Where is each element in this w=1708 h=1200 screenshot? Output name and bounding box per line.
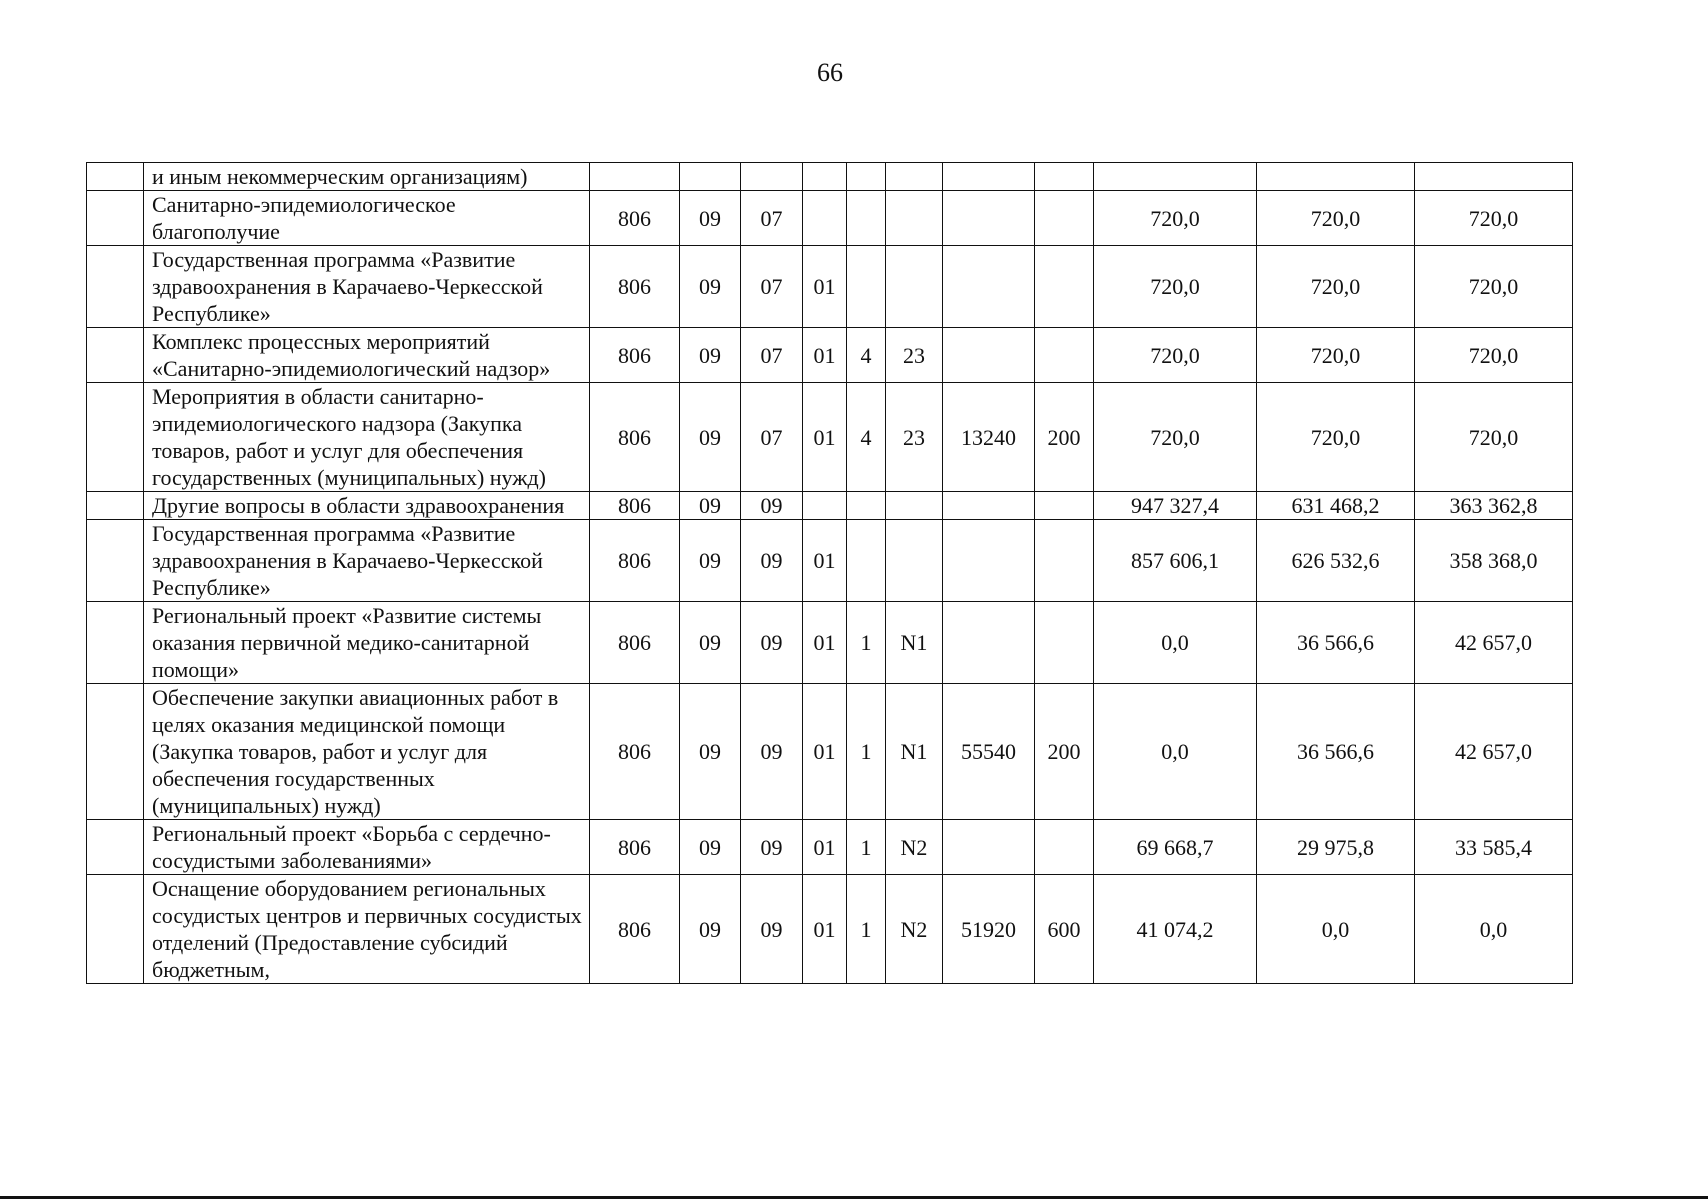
- amount-year3-cell: 720,0: [1415, 383, 1573, 492]
- amount-year3-cell: 0,0: [1415, 875, 1573, 984]
- amount-year1-cell: [1094, 163, 1257, 191]
- amount-year2-cell: 720,0: [1257, 246, 1415, 328]
- subprogram-code-cell: 1: [847, 684, 886, 820]
- direction-code-cell: [943, 602, 1035, 684]
- subprogram-code-cell: 4: [847, 328, 886, 383]
- amount-year1-cell: 0,0: [1094, 684, 1257, 820]
- ministry-code-cell: 806: [590, 820, 680, 875]
- section-code-cell: 09: [680, 492, 741, 520]
- page-number: 66: [817, 58, 843, 87]
- table-row: [87, 684, 1573, 820]
- expense-type-cell: 200: [1035, 684, 1094, 820]
- amount-year2-cell: 626 532,6: [1257, 520, 1415, 602]
- section-code-cell: 09: [680, 820, 741, 875]
- row-number-cell: [87, 191, 144, 246]
- ministry-code-cell: 806: [590, 328, 680, 383]
- expense-type-cell: 600: [1035, 875, 1094, 984]
- amount-year2-cell: 631 468,2: [1257, 492, 1415, 520]
- item-name-cell: Другие вопросы в области здравоохранения: [144, 492, 590, 520]
- amount-year1-cell: 857 606,1: [1094, 520, 1257, 602]
- amount-year3-cell: 720,0: [1415, 246, 1573, 328]
- table-row: [87, 492, 1573, 520]
- direction-code-cell: [943, 328, 1035, 383]
- row-number-cell: [87, 875, 144, 984]
- direction-code-cell: [943, 820, 1035, 875]
- program-code-cell: [803, 163, 847, 191]
- section-code-cell: 09: [680, 328, 741, 383]
- direction-code-cell: 51920: [943, 875, 1035, 984]
- amount-year1-cell: 41 074,2: [1094, 875, 1257, 984]
- table-row: [87, 328, 1573, 383]
- subsection-code-cell: 09: [741, 684, 803, 820]
- amount-year3-cell: [1415, 163, 1573, 191]
- direction-code-cell: [943, 163, 1035, 191]
- amount-year1-cell: 720,0: [1094, 191, 1257, 246]
- table-row: [87, 602, 1573, 684]
- section-code-cell: 09: [680, 602, 741, 684]
- direction-code-cell: 13240: [943, 383, 1035, 492]
- page-bottom-rule: [0, 1196, 1708, 1199]
- program-code-cell: 01: [803, 875, 847, 984]
- amount-year1-cell: 947 327,4: [1094, 492, 1257, 520]
- program-code-cell: 01: [803, 820, 847, 875]
- group-code-cell: N2: [886, 820, 943, 875]
- program-code-cell: 01: [803, 602, 847, 684]
- subprogram-code-cell: 1: [847, 875, 886, 984]
- program-code-cell: [803, 492, 847, 520]
- item-name-cell: Оснащение оборудованием региональных сосудистых центров и первичных сосудистых отделений (Предоставление субсидий бюджетным,: [144, 875, 590, 984]
- budget-table: [86, 162, 1573, 984]
- row-number-cell: [87, 246, 144, 328]
- amount-year3-cell: 720,0: [1415, 328, 1573, 383]
- direction-code-cell: [943, 492, 1035, 520]
- amount-year1-cell: 720,0: [1094, 328, 1257, 383]
- ministry-code-cell: [590, 163, 680, 191]
- group-code-cell: [886, 163, 943, 191]
- ministry-code-cell: 806: [590, 684, 680, 820]
- amount-year3-cell: 42 657,0: [1415, 684, 1573, 820]
- item-name-cell: Комплекс процессных мероприятий «Санитарно-эпидемиологический надзор»: [144, 328, 590, 383]
- subsection-code-cell: 09: [741, 492, 803, 520]
- item-name-cell: и иным некоммерческим организациям): [144, 163, 590, 191]
- amount-year2-cell: 720,0: [1257, 191, 1415, 246]
- row-number-cell: [87, 820, 144, 875]
- row-number-cell: [87, 520, 144, 602]
- subprogram-code-cell: [847, 246, 886, 328]
- group-code-cell: 23: [886, 328, 943, 383]
- subprogram-code-cell: [847, 520, 886, 602]
- subsection-code-cell: 07: [741, 328, 803, 383]
- section-code-cell: [680, 163, 741, 191]
- program-code-cell: [803, 191, 847, 246]
- table-row: [87, 383, 1573, 492]
- subprogram-code-cell: 4: [847, 383, 886, 492]
- item-name-cell: Региональный проект «Развитие системы оказания первичной медико-санитарной помощи»: [144, 602, 590, 684]
- expense-type-cell: [1035, 820, 1094, 875]
- amount-year2-cell: 720,0: [1257, 328, 1415, 383]
- ministry-code-cell: 806: [590, 875, 680, 984]
- subsection-code-cell: 07: [741, 246, 803, 328]
- subsection-code-cell: 09: [741, 875, 803, 984]
- amount-year2-cell: [1257, 163, 1415, 191]
- subprogram-code-cell: 1: [847, 820, 886, 875]
- group-code-cell: [886, 520, 943, 602]
- group-code-cell: [886, 246, 943, 328]
- amount-year2-cell: 36 566,6: [1257, 602, 1415, 684]
- subsection-code-cell: 09: [741, 602, 803, 684]
- program-code-cell: 01: [803, 383, 847, 492]
- expense-type-cell: 200: [1035, 383, 1094, 492]
- amount-year2-cell: 36 566,6: [1257, 684, 1415, 820]
- ministry-code-cell: 806: [590, 602, 680, 684]
- amount-year2-cell: 720,0: [1257, 383, 1415, 492]
- subsection-code-cell: 09: [741, 520, 803, 602]
- amount-year1-cell: 720,0: [1094, 246, 1257, 328]
- program-code-cell: 01: [803, 520, 847, 602]
- item-name-cell: Региональный проект «Борьба с сердечно-сосудистыми заболеваниями»: [144, 820, 590, 875]
- subsection-code-cell: 07: [741, 383, 803, 492]
- section-code-cell: 09: [680, 246, 741, 328]
- ministry-code-cell: 806: [590, 191, 680, 246]
- table-row: [87, 875, 1573, 984]
- table-row: [87, 820, 1573, 875]
- row-number-cell: [87, 492, 144, 520]
- expense-type-cell: [1035, 520, 1094, 602]
- section-code-cell: 09: [680, 684, 741, 820]
- row-number-cell: [87, 684, 144, 820]
- table-row: [87, 163, 1573, 191]
- amount-year3-cell: 33 585,4: [1415, 820, 1573, 875]
- item-name-cell: Государственная программа «Развитие здравоохранения в Карачаево-Черкесской Республике»: [144, 520, 590, 602]
- amount-year3-cell: 358 368,0: [1415, 520, 1573, 602]
- group-code-cell: N1: [886, 602, 943, 684]
- table-body: [87, 163, 1573, 984]
- expense-type-cell: [1035, 492, 1094, 520]
- amount-year2-cell: 0,0: [1257, 875, 1415, 984]
- row-number-cell: [87, 383, 144, 492]
- subprogram-code-cell: 1: [847, 602, 886, 684]
- subsection-code-cell: 07: [741, 191, 803, 246]
- table-row: [87, 191, 1573, 246]
- subprogram-code-cell: [847, 191, 886, 246]
- program-code-cell: 01: [803, 684, 847, 820]
- table-row: [87, 246, 1573, 328]
- group-code-cell: N2: [886, 875, 943, 984]
- amount-year1-cell: 720,0: [1094, 383, 1257, 492]
- amount-year1-cell: 69 668,7: [1094, 820, 1257, 875]
- amount-year3-cell: 363 362,8: [1415, 492, 1573, 520]
- direction-code-cell: [943, 246, 1035, 328]
- expense-type-cell: [1035, 191, 1094, 246]
- expense-type-cell: [1035, 602, 1094, 684]
- item-name-cell: Обеспечение закупки авиационных работ в целях оказания медицинской помощи (Закупка товаров, работ и услуг для обеспечения государственных (муниципальных) нужд): [144, 684, 590, 820]
- ministry-code-cell: 806: [590, 520, 680, 602]
- section-code-cell: 09: [680, 520, 741, 602]
- amount-year1-cell: 0,0: [1094, 602, 1257, 684]
- ministry-code-cell: 806: [590, 383, 680, 492]
- group-code-cell: N1: [886, 684, 943, 820]
- group-code-cell: [886, 492, 943, 520]
- group-code-cell: 23: [886, 383, 943, 492]
- ministry-code-cell: 806: [590, 492, 680, 520]
- direction-code-cell: [943, 191, 1035, 246]
- expense-type-cell: [1035, 163, 1094, 191]
- direction-code-cell: 55540: [943, 684, 1035, 820]
- item-name-cell: Санитарно-эпидемиологическое благополучие: [144, 191, 590, 246]
- subprogram-code-cell: [847, 163, 886, 191]
- row-number-cell: [87, 163, 144, 191]
- ministry-code-cell: 806: [590, 246, 680, 328]
- amount-year2-cell: 29 975,8: [1257, 820, 1415, 875]
- program-code-cell: 01: [803, 246, 847, 328]
- subprogram-code-cell: [847, 492, 886, 520]
- expense-type-cell: [1035, 328, 1094, 383]
- expense-type-cell: [1035, 246, 1094, 328]
- amount-year3-cell: 42 657,0: [1415, 602, 1573, 684]
- subsection-code-cell: [741, 163, 803, 191]
- direction-code-cell: [943, 520, 1035, 602]
- group-code-cell: [886, 191, 943, 246]
- section-code-cell: 09: [680, 875, 741, 984]
- row-number-cell: [87, 602, 144, 684]
- item-name-cell: Государственная программа «Развитие здравоохранения в Карачаево-Черкесской Республике»: [144, 246, 590, 328]
- subsection-code-cell: 09: [741, 820, 803, 875]
- table-row: [87, 520, 1573, 602]
- item-name-cell: Мероприятия в области санитарно-эпидемиологического надзора (Закупка товаров, работ и услуг для обеспечения государственных (муниципальных) нужд): [144, 383, 590, 492]
- section-code-cell: 09: [680, 383, 741, 492]
- program-code-cell: 01: [803, 328, 847, 383]
- amount-year3-cell: 720,0: [1415, 191, 1573, 246]
- section-code-cell: 09: [680, 191, 741, 246]
- row-number-cell: [87, 328, 144, 383]
